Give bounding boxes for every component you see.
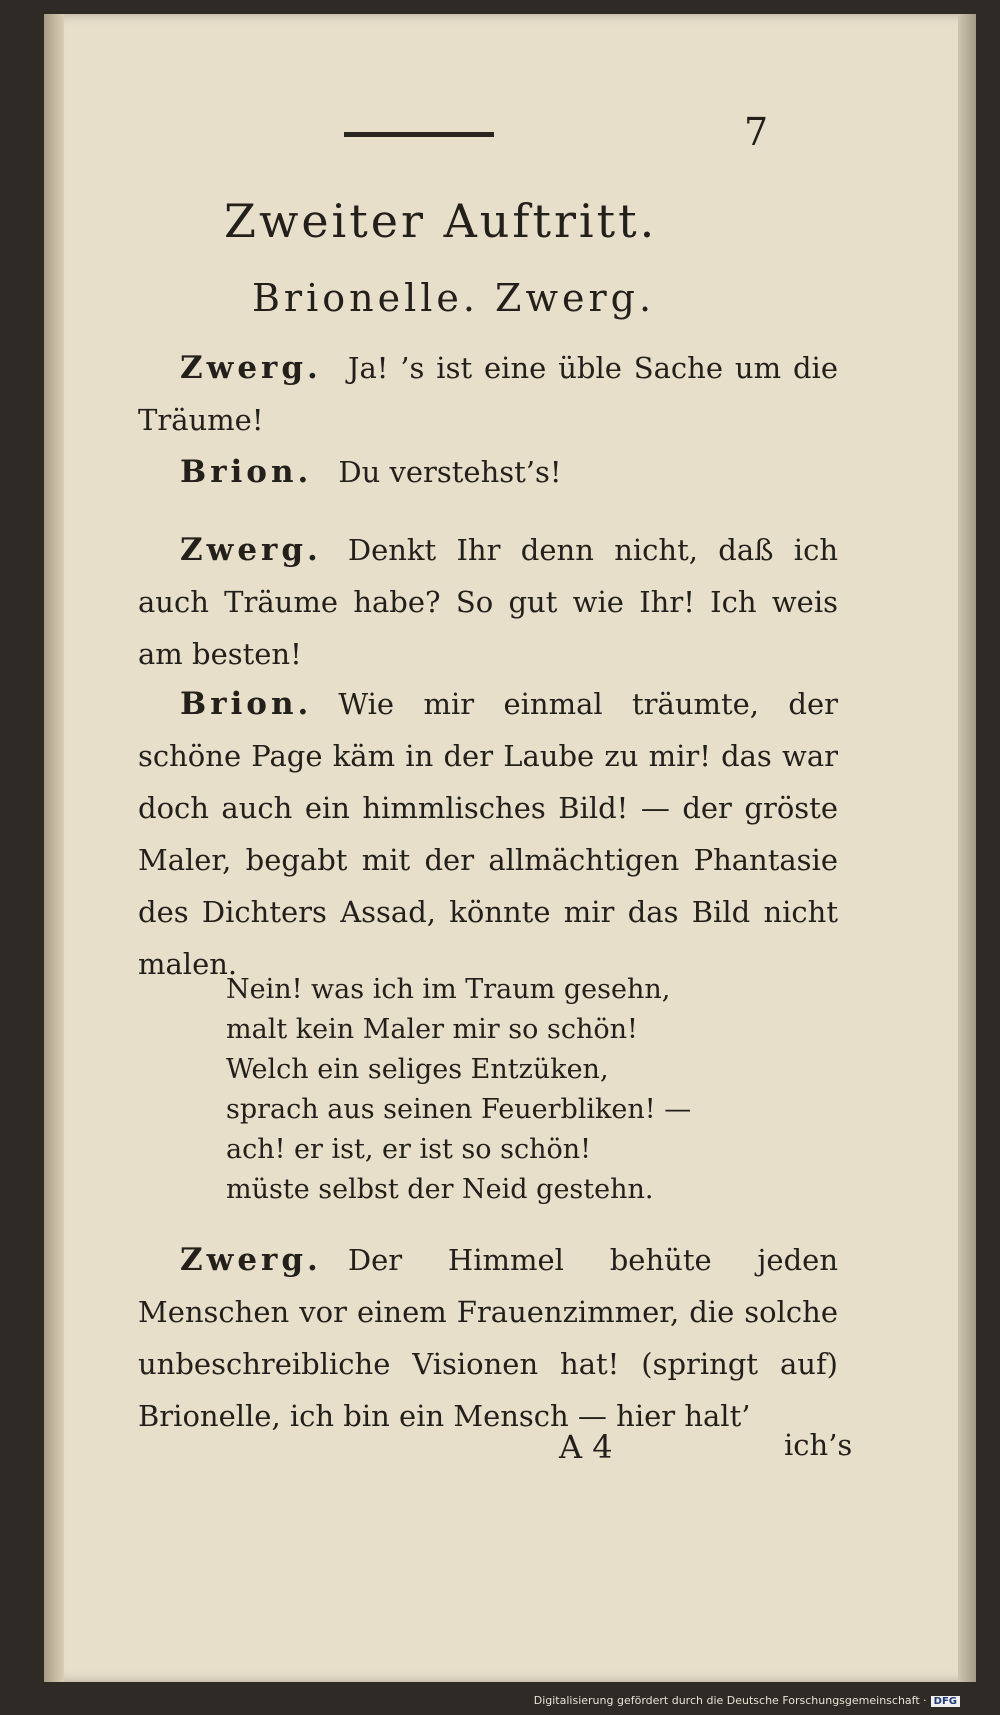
dialogue-text: Denkt Ihr denn nicht, daß ich auch Träume habe? So gut wie Ihr! Ich weis am besten! xyxy=(138,533,838,671)
dialogue-paragraph xyxy=(138,446,838,498)
dialogue-text: Wie mir einmal träumte, der schöne Page käm in der Laube zu mir! das war doch auch ein himmlisches Bild! — der gröste Maler, begabt mit der allmächtigen Phantasie des Dichters Assad, könnte mir das Bild nicht malen. xyxy=(138,687,838,981)
dialogue-paragraph xyxy=(138,524,838,680)
dialogue-paragraph xyxy=(138,342,838,446)
verse-line: malt kein Maler mir so schön! xyxy=(226,1014,638,1045)
digitization-credit xyxy=(534,1694,960,1707)
verse-line: Nein! was ich im Traum gesehn, xyxy=(226,974,671,1005)
speaker-name: Zwerg. xyxy=(180,350,322,386)
dialogue-text: Ja! ’s ist eine üble Sache um die Träume! xyxy=(138,351,838,437)
book-page xyxy=(44,14,976,1682)
page-edge xyxy=(958,14,976,1682)
dialogue-text: Du verstehst’s! xyxy=(338,455,562,489)
signature-mark: A 4 xyxy=(559,1428,613,1466)
page-number: 7 xyxy=(744,110,769,154)
speaker-name: Zwerg. xyxy=(180,532,322,568)
speaker-name: Brion. xyxy=(180,686,313,722)
page-gutter xyxy=(44,14,64,1682)
verse-line: ach! er ist, er ist so schön! xyxy=(226,1134,591,1165)
dfg-logo: DFG xyxy=(931,1696,960,1707)
verse-line: sprach aus seinen Feuerbliken! — xyxy=(226,1094,692,1125)
speaker-name: Zwerg. xyxy=(180,1242,322,1278)
dialogue-text: Der Himmel behüte jeden Menschen vor einem Frauenzimmer, die solche unbeschreibliche Visionen hat! (springt auf) Brionelle, ich bin ein Mensch — hier halt’ xyxy=(138,1243,838,1433)
speaker-name: Brion. xyxy=(180,454,313,490)
verse-line: müste selbst der Neid gestehn. xyxy=(226,1174,654,1205)
scene-title: Zweiter Auftritt. xyxy=(224,194,658,248)
header-rule xyxy=(344,132,494,137)
digitization-text: Digitalisierung gefördert durch die Deutsche Forschungsgemeinschaft · xyxy=(533,1694,927,1707)
song-verse xyxy=(226,970,691,1210)
cast-list: Brionelle. Zwerg. xyxy=(252,276,656,320)
verse-line: Welch ein seliges Entzüken, xyxy=(226,1054,609,1085)
catchword: ich’s xyxy=(784,1428,853,1462)
dialogue-paragraph xyxy=(138,678,838,990)
dialogue-paragraph xyxy=(138,1234,838,1442)
